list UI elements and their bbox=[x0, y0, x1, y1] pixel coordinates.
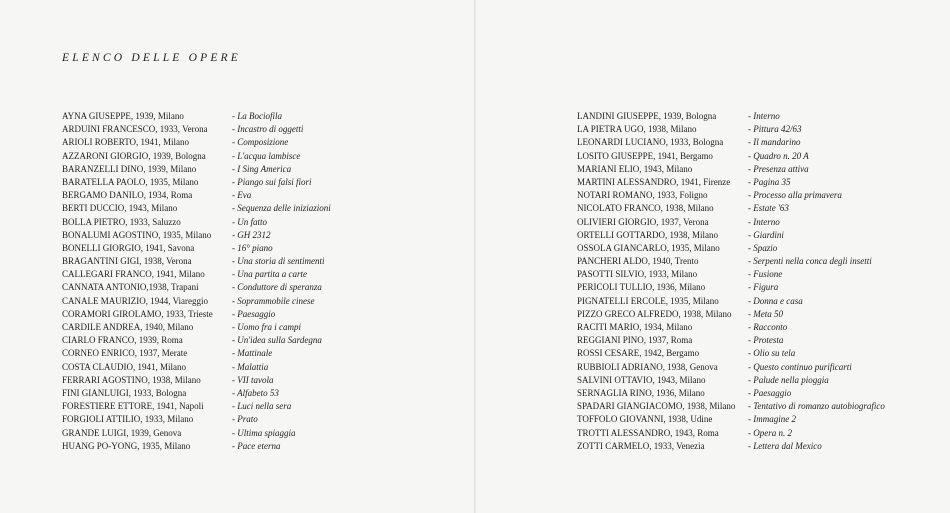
artist-entry: SPADARI GIANGIACOMO, 1938, Milano bbox=[577, 401, 736, 412]
work-title: - Una partita a carte bbox=[232, 269, 307, 280]
right-page bbox=[476, 0, 950, 513]
work-title: - Ultima spiaggia bbox=[232, 427, 296, 438]
work-title: - Paesaggio bbox=[748, 387, 792, 398]
work-title: - Luci nella sera bbox=[232, 401, 292, 412]
work-title: - Prato bbox=[232, 414, 258, 425]
artist-entry: BRAGANTINI GIGI, 1938, Verona bbox=[62, 256, 192, 267]
work-title: - Il mandarino bbox=[748, 137, 801, 148]
work-title: - Piango sui falsi fiori bbox=[232, 176, 312, 187]
work-title: - GH 2312 bbox=[232, 229, 271, 240]
work-title: - Un'idea sulla Sardegna bbox=[232, 335, 322, 346]
artist-entry: BERGAMO DANILO, 1934, Roma bbox=[62, 190, 193, 201]
left-page bbox=[0, 0, 474, 513]
artist-entry: RUBBIOLI ADRIANO, 1938, Genova bbox=[577, 361, 718, 372]
work-title: - I Sing America bbox=[232, 163, 292, 174]
work-title: - Palude nella pioggia bbox=[748, 374, 829, 385]
work-title: - Conduttore di speranza bbox=[232, 282, 322, 293]
work-title: - Sequenza delle iniziazioni bbox=[232, 203, 331, 214]
work-title: - 16° piano bbox=[232, 242, 273, 253]
artist-entry: FORESTIERE ETTORE, 1941, Napoli bbox=[62, 401, 204, 412]
work-title: - Serpenti nella conca degli insetti bbox=[748, 256, 872, 267]
artist-entry: ARDUINI FRANCESCO, 1933, Verona bbox=[62, 124, 208, 135]
work-title: - Processo alla primavera bbox=[748, 190, 842, 201]
work-title: - Questo continuo purificarti bbox=[748, 361, 852, 372]
artist-entry: SERNAGLIA RINO, 1936, Milano bbox=[577, 387, 705, 398]
artist-entry: LA PIETRA UGO, 1938, Milano bbox=[577, 124, 697, 135]
artist-entry: OSSOLA GIANCARLO, 1935, Milano bbox=[577, 242, 720, 253]
work-title: - Spazio bbox=[748, 242, 778, 253]
work-title: - Giardini bbox=[748, 229, 784, 240]
work-title: - La Bociofila bbox=[232, 111, 282, 121]
work-title: - Presenza attiva bbox=[748, 163, 809, 174]
artist-entry: COSTA CLAUDIO, 1941, Milano bbox=[62, 361, 187, 372]
work-title: - Quadro n. 20 A bbox=[748, 150, 809, 161]
work-title: - Tentativo di romanzo autobiografico bbox=[748, 401, 885, 412]
artist-entry: CALLEGARI FRANCO, 1941, Milano bbox=[62, 269, 205, 280]
artist-entry: NOTARI ROMANO, 1933, Foligno bbox=[577, 190, 708, 201]
work-title: - Fusione bbox=[748, 269, 783, 280]
artist-entry: CIARLO FRANCO, 1939, Roma bbox=[62, 335, 183, 346]
artist-entry: MARTINI ALESSANDRO, 1941, Firenze bbox=[577, 176, 731, 187]
work-title: - Donna e casa bbox=[748, 295, 803, 306]
artist-entry: FERRARI AGOSTINO, 1938, Milano bbox=[62, 374, 201, 385]
artist-entry: BERTI DUCCIO, 1943, Milano bbox=[62, 203, 178, 214]
work-title: - Mattinale bbox=[232, 348, 273, 359]
artist-entry: LOSITO GIUSEPPE, 1941, Bergamo bbox=[577, 150, 713, 161]
artist-entry: NICOLATO FRANCO, 1938, Milano bbox=[577, 203, 714, 214]
artist-entry: ZOTTI CARMELO, 1933, Venezia bbox=[577, 440, 705, 451]
work-title: - Racconto bbox=[748, 322, 788, 332]
work-title: - Alfabeto 53 bbox=[232, 387, 279, 398]
work-title: - Interno bbox=[748, 111, 780, 121]
artist-entry: CORAMORI GIROLAMO, 1933, Trieste bbox=[62, 308, 213, 319]
work-title: - Opera n. 2 bbox=[748, 427, 792, 438]
artist-entry: PERICOLI TULLIO, 1936, Milano bbox=[577, 282, 706, 293]
work-title: - Immagine 2 bbox=[748, 414, 796, 425]
work-title: - Soprammobile cinese bbox=[232, 295, 315, 306]
artist-entry: REGGIANI PINO, 1937, Roma bbox=[577, 335, 693, 346]
artist-entry: TROTTI ALESSANDRO, 1943, Roma bbox=[577, 427, 719, 438]
artist-entry: AZZARONI GIORGIO, 1939, Bologna bbox=[62, 150, 206, 161]
artist-entry: AYNA GIUSEPPE, 1939, Milano bbox=[62, 111, 184, 121]
artist-entry: CARDILE ANDREA, 1940, Milano bbox=[62, 322, 194, 332]
work-title: - Pace eterna bbox=[232, 440, 281, 451]
work-title: - Figura bbox=[748, 282, 779, 293]
artist-entry: CANNATA ANTONIO,1938, Trapani bbox=[62, 282, 199, 293]
work-title: - Malattia bbox=[232, 361, 269, 372]
work-title: - L'acqua lambisce bbox=[232, 150, 301, 161]
artist-entry: BOLLA PIETRO, 1933, Saluzzo bbox=[62, 216, 181, 227]
artist-entry: FORGIOLI ATTILIO, 1933, Milano bbox=[62, 414, 194, 425]
artist-entry: PANCHERI ALDO, 1940, Trento bbox=[577, 256, 699, 267]
work-title: - Protesta bbox=[748, 335, 784, 346]
work-title: - Lettera dal Mexico bbox=[748, 440, 822, 451]
artist-entry: BARATELLA PAOLO, 1935, Milano bbox=[62, 176, 199, 187]
work-title: - Eva bbox=[232, 190, 252, 201]
work-title: - Un fatto bbox=[232, 216, 267, 227]
artist-entry: ORTELLI GOTTARDO, 1938, Milano bbox=[577, 229, 718, 240]
work-title: - Meta 50 bbox=[748, 308, 783, 319]
work-title: - Pittura 42/63 bbox=[748, 124, 802, 135]
artist-entry: CORNEO ENRICO, 1937, Merate bbox=[62, 348, 188, 359]
artist-entry: OLIVIERI GIORGIO, 1937, Verona bbox=[577, 216, 709, 227]
artist-entry: PASOTTI SILVIO, 1933, Milano bbox=[577, 269, 698, 280]
work-title: - Una storia di sentimenti bbox=[232, 256, 325, 267]
artist-entry: ROSSI CESARE, 1942, Bergamo bbox=[577, 348, 700, 359]
work-title: - Paesaggio bbox=[232, 308, 276, 319]
artist-entry: CANALE MAURIZIO, 1944, Viareggio bbox=[62, 295, 209, 306]
work-title: - Incastro di oggetti bbox=[232, 124, 304, 135]
artist-entry: PIGNATELLI ERCOLE, 1935, Milano bbox=[577, 295, 719, 306]
work-title: - Estate '63 bbox=[748, 203, 789, 214]
artist-entry: BONELLI GIORGIO, 1941, Savona bbox=[62, 242, 195, 253]
artist-entry: BONALUMI AGOSTINO, 1935, Milano bbox=[62, 229, 212, 240]
artist-entry: ARIOLI ROBERTO, 1941, Milano bbox=[62, 137, 190, 148]
artist-entry: HUANG PO-YONG, 1935, Milano bbox=[62, 440, 191, 451]
artist-entry: LANDINI GIUSEPPE, 1939, Bologna bbox=[577, 111, 717, 121]
work-title: - Olio su tela bbox=[748, 348, 796, 359]
work-title: - VII tavola bbox=[232, 374, 274, 385]
artist-entry: BARANZELLI DINO, 1939, Milano bbox=[62, 163, 197, 174]
work-title: - Uomo fra i campi bbox=[232, 322, 301, 332]
artist-entry: PIZZO GRECO ALFREDO, 1938, Milano bbox=[577, 308, 732, 319]
artist-entry: TOFFOLO GIOVANNI, 1938, Udine bbox=[577, 414, 713, 425]
artist-entry: FINI GIANLUIGI, 1933, Bologna bbox=[62, 387, 187, 398]
artist-entry: SALVINI OTTAVIO, 1943, Milano bbox=[577, 374, 706, 385]
work-title: - Interno bbox=[748, 216, 780, 227]
work-title: - Composizione bbox=[232, 137, 289, 148]
artist-entry: LEONARDI LUCIANO, 1933, Bologna bbox=[577, 137, 724, 148]
work-title: - Pagina 35 bbox=[748, 176, 791, 187]
artist-entry: MARIANI ELIO, 1943, Milano bbox=[577, 163, 693, 174]
artist-entry: GRANDE LUIGI, 1939, Genova bbox=[62, 427, 182, 438]
artist-entry: RACITI MARIO, 1934, Milano bbox=[577, 322, 693, 332]
page-title: ELENCO DELLE OPERE bbox=[62, 52, 241, 64]
